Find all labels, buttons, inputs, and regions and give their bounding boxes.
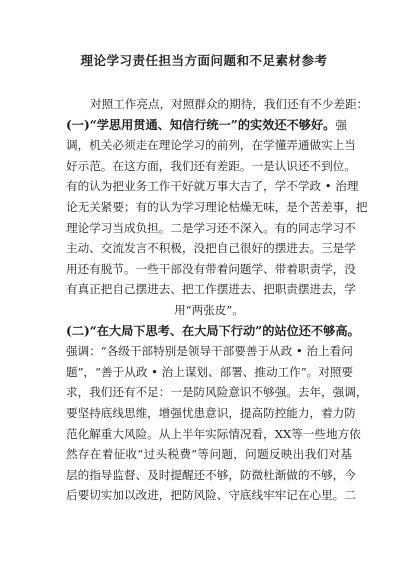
section1-number: (一) [66,117,90,132]
section1-line: 有的认为把业务工作干好就万事大吉了，学不学政 • 治理 [66,179,359,194]
section1-line: 主动、交流发言不积极，没把自己很好的摆进去。三是学 [66,241,356,256]
section1-line: 好示范。在这方面，我们还有差距。一是认识还不到位。 [66,158,356,173]
section1-heading-tail: 强 [335,117,347,132]
section1-heading-line [66,115,352,136]
section1-line: 用还有脱节。一些干部没有带着问题学、带着职责学，没 [66,261,356,276]
section2-line: 然存在着征收“过头税费”等问题，问题反映出我们对基 [66,447,352,462]
section1-line: 有真正把自己摆进去、把工作摆进去、把职责摆进去，学 [66,282,356,297]
section1-line: 理论学习当成负担。二是学习还不深入。有的同志学习不 [66,220,356,235]
section1-line: 调，机关必须走在理论学习的前列，在学懂弄通做实上当 [66,138,356,153]
section2-heading-line [66,321,360,342]
section2-line: 强调：“各级干部特别是领导干部要善于从政 • 治上看问 [66,344,353,359]
section2-line: 范化解重大风险。从上半年实际情况看，XX等一些地方依 [66,426,361,441]
section1-line: 论无关紧要；有的认为学习理论枯燥无味，是个苦差事，把 [66,199,368,214]
document-body [66,94,369,506]
section2-heading: “在大局下思考、在大局下行动”的站位还不够高。 [89,323,360,338]
section2-line: 要坚持底线思维，增强忧患意识，提高防控能力，着力防 [66,405,356,420]
section1-heading: “学思用贯通、知信行统一”的实效还不够好。 [89,117,336,132]
section2-line: 求，我们还有不足：一是防风险意识不够强。去年，强调， [66,385,368,400]
intro-paragraph: 对照工作亮点，对照群众的期待，我们还有不少差距： [90,97,369,111]
section2-line: 题”，“善于从政 • 治上谋划、部署、推动工作”。对照要 [66,364,354,379]
document-title: 理论学习责任担当方面问题和不足素材参考 [80,53,328,68]
section2-line: 层的指导监督、及时提醒还不够，防微杜渐做的不够，今 [66,467,356,482]
section2-number: (二) [66,323,90,338]
section2-line: 后要切实加以改进，把防风险、守底线牢牢记在心里。二 [66,488,356,503]
section1-line: 用“两张皮”。 [174,302,244,317]
